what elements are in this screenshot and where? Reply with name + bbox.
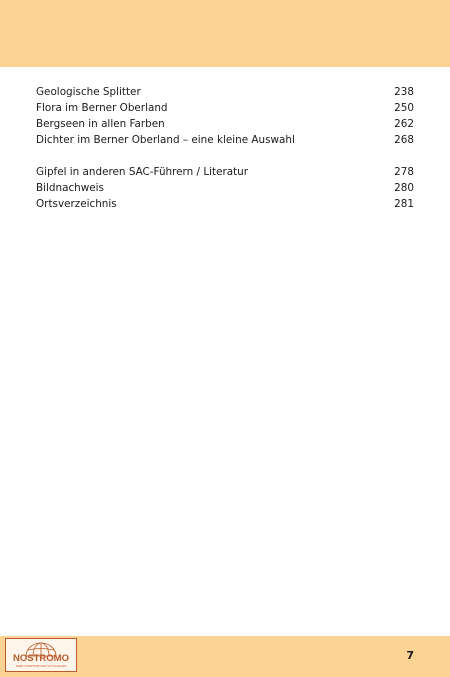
toc-entry-page: 238 [394,86,414,98]
toc-entry-title: Dichter im Berner Oberland – eine kleine Auswahl [36,134,295,146]
toc-entry [36,180,414,196]
toc-entry-page: 280 [394,182,414,194]
toc-entry-page: 262 [394,118,414,130]
toc-group [36,84,414,148]
toc-entry-title: Flora im Berner Oberland [36,102,168,114]
toc-entry [36,84,414,100]
logo-name: NOSTROMO [13,653,69,664]
nostromo-logo [5,638,77,672]
toc-entry-title: Gipfel in anderen SAC-Führern / Literatur [36,166,249,178]
toc-entry [36,132,414,148]
toc-entry-title: Geologische Splitter [36,86,141,98]
toc-group [36,164,414,212]
logo-tagline: WEB COMPTOIR DES VOYAGEURS [15,664,67,668]
toc-entry-page: 268 [394,134,414,146]
toc-entry-page: 250 [394,102,414,114]
toc-entry [36,196,414,212]
toc-entry [36,100,414,116]
header-band [0,0,450,67]
page-number: 7 [406,649,414,662]
table-of-contents [36,84,414,212]
toc-entry-page: 281 [394,198,414,210]
toc-entry-title: Ortsverzeichnis [36,198,117,210]
logo-wordmark [6,639,76,671]
toc-entry-page: 278 [394,166,414,178]
toc-entry-title: Bergseen in allen Farben [36,118,165,130]
toc-entry [36,164,414,180]
toc-entry-title: Bildnachweis [36,182,104,194]
toc-entry [36,116,414,132]
